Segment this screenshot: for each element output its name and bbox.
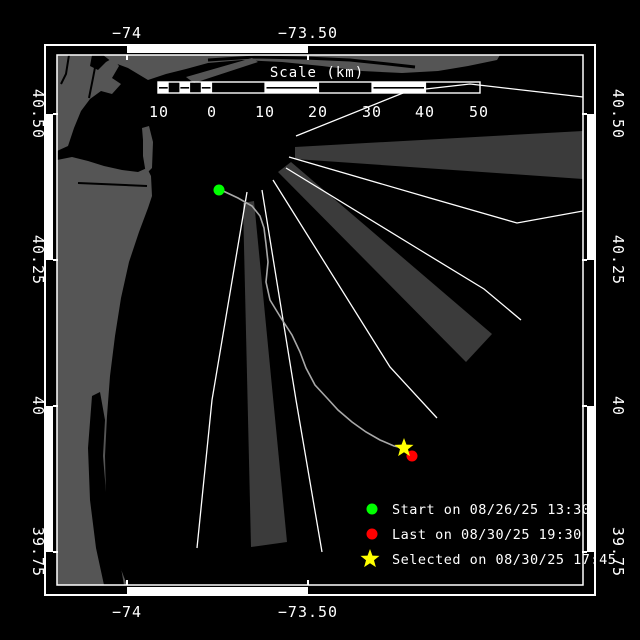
legend-red-dot-icon xyxy=(367,529,378,540)
lat-label-left-4025: 40.25 xyxy=(29,234,47,286)
border-seg-right-1 xyxy=(587,114,596,260)
border-seg-top xyxy=(127,44,308,53)
scale-tick-20: 20 xyxy=(307,103,329,121)
lat-label-right-4025: 40.25 xyxy=(609,234,627,286)
legend xyxy=(360,502,616,568)
border-seg-right-2 xyxy=(587,406,596,552)
legend-start-label: Start on 08/26/25 13:30 xyxy=(392,502,591,518)
lon-label-bot-7350: −73.50 xyxy=(277,603,339,621)
scale-tick-50: 50 xyxy=(468,103,490,121)
start-marker[interactable] xyxy=(214,185,225,196)
scale-tick-40: 40 xyxy=(414,103,436,121)
lat-label-right-40: 40 xyxy=(609,395,627,417)
legend-selected-label: Selected on 08/30/25 17:45 xyxy=(392,552,617,568)
border-seg-bottom xyxy=(127,587,308,596)
scale-tick-10L: 10 xyxy=(148,103,170,121)
scale-bar-title: Scale (km) xyxy=(269,65,365,81)
lat-label-left-3975: 39.75 xyxy=(29,526,47,578)
lon-label-top-7350: −73.50 xyxy=(277,24,339,42)
scale-tick-0: 0 xyxy=(206,103,218,121)
scale-tick-30: 30 xyxy=(361,103,383,121)
scale-tick-10: 10 xyxy=(254,103,276,121)
legend-last-label: Last on 08/30/25 19:30 xyxy=(392,527,582,543)
lon-label-top-74: −74 xyxy=(111,24,143,42)
lat-label-left-4050: 40.50 xyxy=(29,88,47,140)
lon-label-bot-74: −74 xyxy=(111,603,143,621)
lat-label-left-40: 40 xyxy=(29,395,47,417)
legend-green-dot-icon xyxy=(367,504,378,515)
lat-label-right-4050: 40.50 xyxy=(609,88,627,140)
lat-label-right-3975: 39.75 xyxy=(609,526,627,578)
